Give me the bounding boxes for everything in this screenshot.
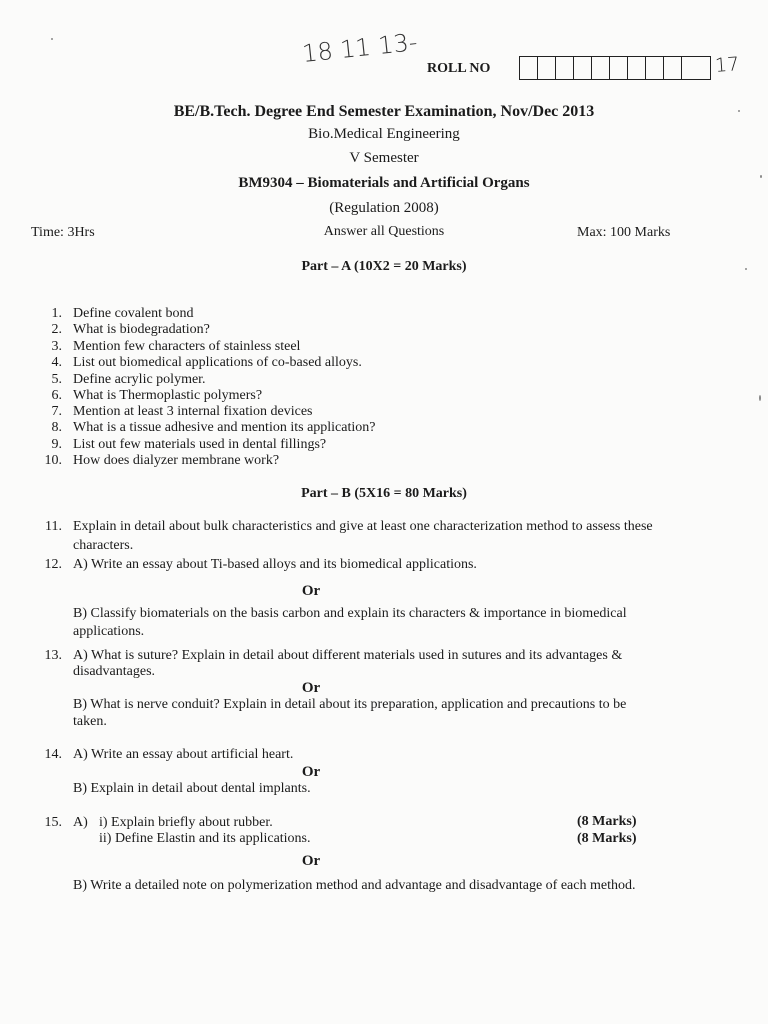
question-number: 10.: [44, 453, 62, 468]
marks-label: (8 Marks): [577, 814, 637, 829]
semester: V Semester: [349, 150, 419, 166]
question-part-label: A): [73, 815, 88, 830]
question-text: Define covalent bond: [73, 306, 194, 321]
question-text: What is Thermoplastic polymers?: [73, 388, 263, 403]
question-text: Mention few characters of stainless steel: [73, 339, 301, 354]
question-text: What is biodegradation?: [73, 322, 210, 337]
max-marks: Max: 100 Marks: [577, 225, 671, 240]
question-text: characters.: [73, 538, 134, 553]
part-a-title: Part – A (10X2 = 20 Marks): [301, 259, 467, 274]
roll-number-boxes[interactable]: [519, 56, 711, 80]
roll-digit-box[interactable]: [574, 57, 592, 79]
instruction: Answer all Questions: [323, 224, 445, 239]
roll-digit-box[interactable]: [520, 57, 538, 79]
part-b-title: Part – B (5X16 = 80 Marks): [301, 486, 467, 501]
question-number: 7.: [51, 404, 62, 419]
roll-digit-box[interactable]: [556, 57, 574, 79]
roll-digit-box[interactable]: [646, 57, 664, 79]
scan-speck: [738, 110, 740, 112]
question-text: Mention at least 3 internal fixation devices: [73, 404, 313, 419]
scan-speck: [760, 175, 762, 178]
or-separator: Or: [301, 583, 321, 599]
question-number: 1.: [51, 306, 62, 321]
question-text: i) Explain briefly about rubber.: [99, 815, 273, 830]
question-text: B) Classify biomaterials on the basis carbon and explain its characters & importance in biomedical: [73, 606, 627, 621]
roll-digit-box[interactable]: [592, 57, 610, 79]
roll-no-label: ROLL NO: [427, 61, 491, 76]
question-number: 8.: [51, 420, 62, 435]
question-text: A) Write an essay about Ti-based alloys and its biomedical applications.: [73, 557, 477, 572]
course-title: BM9304 – Biomaterials and Artificial Organs: [238, 175, 530, 191]
question-number: 3.: [51, 339, 62, 354]
question-text: Explain in detail about bulk characteristics and give at least one characterization method to assess these: [73, 519, 653, 534]
handwritten-date: 18 11 13-: [300, 28, 419, 68]
question-text: What is a tissue adhesive and mention its application?: [73, 420, 376, 435]
question-number: 11.: [45, 519, 62, 534]
question-text: Define acrylic polymer.: [73, 372, 206, 387]
question-number: 6.: [51, 388, 62, 403]
roll-digit-box[interactable]: [628, 57, 646, 79]
scan-speck: [759, 395, 761, 401]
scan-speck: [51, 38, 53, 40]
question-text: A) Write an essay about artificial heart.: [73, 747, 294, 762]
exam-title: BE/B.Tech. Degree End Semester Examination, Nov/Dec 2013: [173, 103, 595, 120]
question-number: 12.: [44, 557, 62, 572]
question-number: 13.: [44, 648, 62, 663]
marks-label: (8 Marks): [577, 831, 637, 846]
handwritten-page-number: 17: [714, 53, 740, 77]
question-text: How does dialyzer membrane work?: [73, 453, 280, 468]
question-text: List out biomedical applications of co-based alloys.: [73, 355, 362, 370]
question-text: disadvantages.: [73, 664, 156, 679]
department: Bio.Medical Engineering: [308, 126, 460, 142]
question-number: 4.: [51, 355, 62, 370]
time-allowed: Time: 3Hrs: [31, 225, 95, 240]
question-text: List out few materials used in dental fillings?: [73, 437, 327, 452]
question-text: B) Write a detailed note on polymerization method and advantage and disadvantage of each method.: [73, 878, 636, 893]
question-text: ii) Define Elastin and its applications.: [99, 831, 311, 846]
question-number: 15.: [44, 815, 62, 830]
roll-digit-box[interactable]: [664, 57, 682, 79]
question-text: A) What is suture? Explain in detail about different materials used in sutures and its advantages &: [73, 648, 623, 663]
roll-digit-box[interactable]: [682, 57, 710, 79]
roll-digit-box[interactable]: [538, 57, 556, 79]
regulation: (Regulation 2008): [329, 200, 439, 216]
scan-speck: [745, 268, 747, 270]
or-separator: Or: [301, 764, 321, 780]
roll-digit-box[interactable]: [610, 57, 628, 79]
or-separator: Or: [301, 680, 321, 696]
question-number: 5.: [51, 372, 62, 387]
question-number: 9.: [51, 437, 62, 452]
question-number: 14.: [44, 747, 62, 762]
question-text: B) What is nerve conduit? Explain in detail about its preparation, application and precautions to be: [73, 697, 627, 712]
question-text: B) Explain in detail about dental implants.: [73, 781, 311, 796]
question-text: taken.: [73, 714, 107, 729]
question-text: applications.: [73, 624, 145, 639]
or-separator: Or: [301, 853, 321, 869]
question-number: 2.: [51, 322, 62, 337]
